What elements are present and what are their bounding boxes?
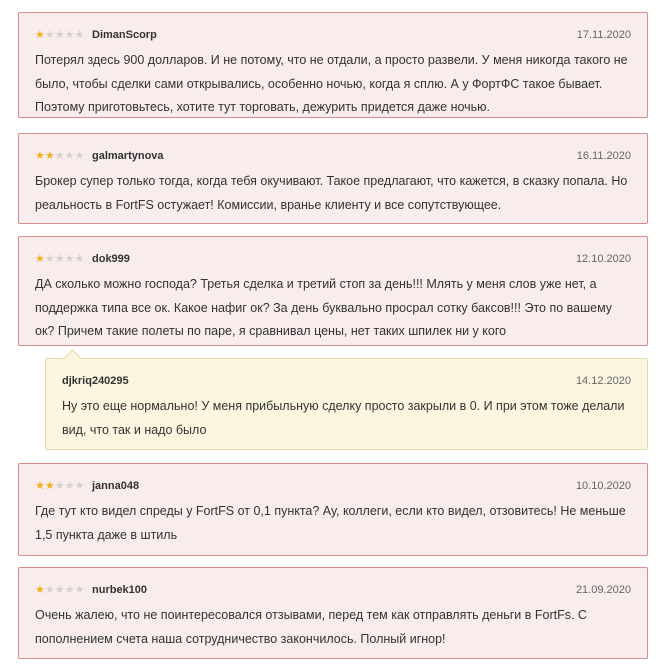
rating-stars	[35, 479, 84, 493]
review-date: 16.11.2020	[576, 150, 631, 162]
star-empty-icon: ★	[54, 150, 65, 162]
rating-stars	[35, 28, 84, 42]
star-filled-icon: ★	[44, 150, 55, 162]
reply-pointer	[63, 349, 81, 367]
star-empty-icon: ★	[54, 253, 65, 265]
star-empty-icon: ★	[74, 480, 85, 492]
star-empty-icon: ★	[44, 29, 55, 41]
review-text: Очень жалею, что не поинтересовался отзывами, перед тем как отправлять деньги в FortFs. С пополнением счета наша сотрудничество закончилось. Полный игнор!	[35, 608, 587, 646]
star-empty-icon: ★	[44, 584, 55, 596]
review-text: Потерял здесь 900 долларов. И не потому, что не отдали, а просто развели. У меня никогда такого не было, чтобы сделки сами открывались, особенно ночью, когда я сплю. А у ФортФС такое бывает. Поэтому приготовьтесь, хотите тут торговать, дежурить придется даже ночью.	[35, 53, 628, 114]
rating-stars	[35, 583, 84, 597]
review-author[interactable]: nurbek100	[92, 584, 148, 596]
star-empty-icon: ★	[74, 150, 85, 162]
review-text: ДА сколько можно господа? Третья сделка и третий стоп за день!!! Млять у меня слов уже нет, а поддержка типа все ок. Какое нафиг ок? За день буквально просрал сотку баксов!!! Это по вашему ок? Причем такие полеты по паре, я сравнивал цены, нет таких шпилек ни у кого	[35, 277, 613, 338]
reply-author[interactable]: djkriq240295	[62, 375, 129, 387]
star-filled-icon: ★	[44, 480, 55, 492]
review-card	[18, 236, 648, 346]
star-filled-icon: ★	[35, 584, 45, 596]
review-card	[18, 133, 648, 224]
star-empty-icon: ★	[74, 253, 85, 265]
review-card	[18, 463, 648, 556]
star-empty-icon: ★	[54, 584, 65, 596]
reply-date: 14.12.2020	[575, 375, 631, 387]
review-text: Где тут кто видел спреды у FortFS от 0,1 пункта? Ау, коллеги, если кто видел, отзовитесь! Не меньше 1,5 пункта даже в штиль	[35, 504, 626, 542]
star-empty-icon: ★	[64, 29, 75, 41]
star-empty-icon: ★	[54, 480, 65, 492]
star-filled-icon: ★	[35, 253, 45, 265]
review-author[interactable]: janna048	[92, 480, 140, 492]
star-filled-icon: ★	[35, 480, 45, 492]
review-author[interactable]: DimanScorp	[92, 29, 157, 41]
rating-stars	[35, 252, 84, 266]
star-empty-icon: ★	[64, 253, 75, 265]
rating-stars	[35, 149, 84, 163]
review-date: 21.09.2020	[575, 584, 631, 596]
review-author[interactable]: galmartynova	[92, 150, 164, 162]
review-author[interactable]: dok999	[92, 253, 130, 265]
star-empty-icon: ★	[74, 584, 85, 596]
review-date: 10.10.2020	[575, 480, 631, 492]
star-empty-icon: ★	[64, 584, 75, 596]
star-empty-icon: ★	[44, 253, 55, 265]
star-empty-icon: ★	[64, 480, 75, 492]
review-text: Брокер супер только тогда, когда тебя окучивают. Такое предлагают, что кажется, в сказку попала. Но реальность в FortFS остужает! Комиссии, вранье клиенту и все сопутствующее.	[35, 174, 628, 212]
star-empty-icon: ★	[74, 29, 85, 41]
review-card	[18, 567, 648, 659]
reply-text: Ну это еще нормально! У меня прибыльную сделку просто закрыли в 0. И при этом тоже делали вид, что так и надо было	[62, 399, 625, 437]
review-date: 17.11.2020	[576, 29, 631, 41]
star-filled-icon: ★	[35, 29, 45, 41]
review-date: 12.10.2020	[575, 253, 631, 265]
star-filled-icon: ★	[35, 150, 45, 162]
star-empty-icon: ★	[54, 29, 65, 41]
star-empty-icon: ★	[64, 150, 75, 162]
review-reply-card	[45, 358, 648, 450]
review-card	[18, 12, 648, 118]
